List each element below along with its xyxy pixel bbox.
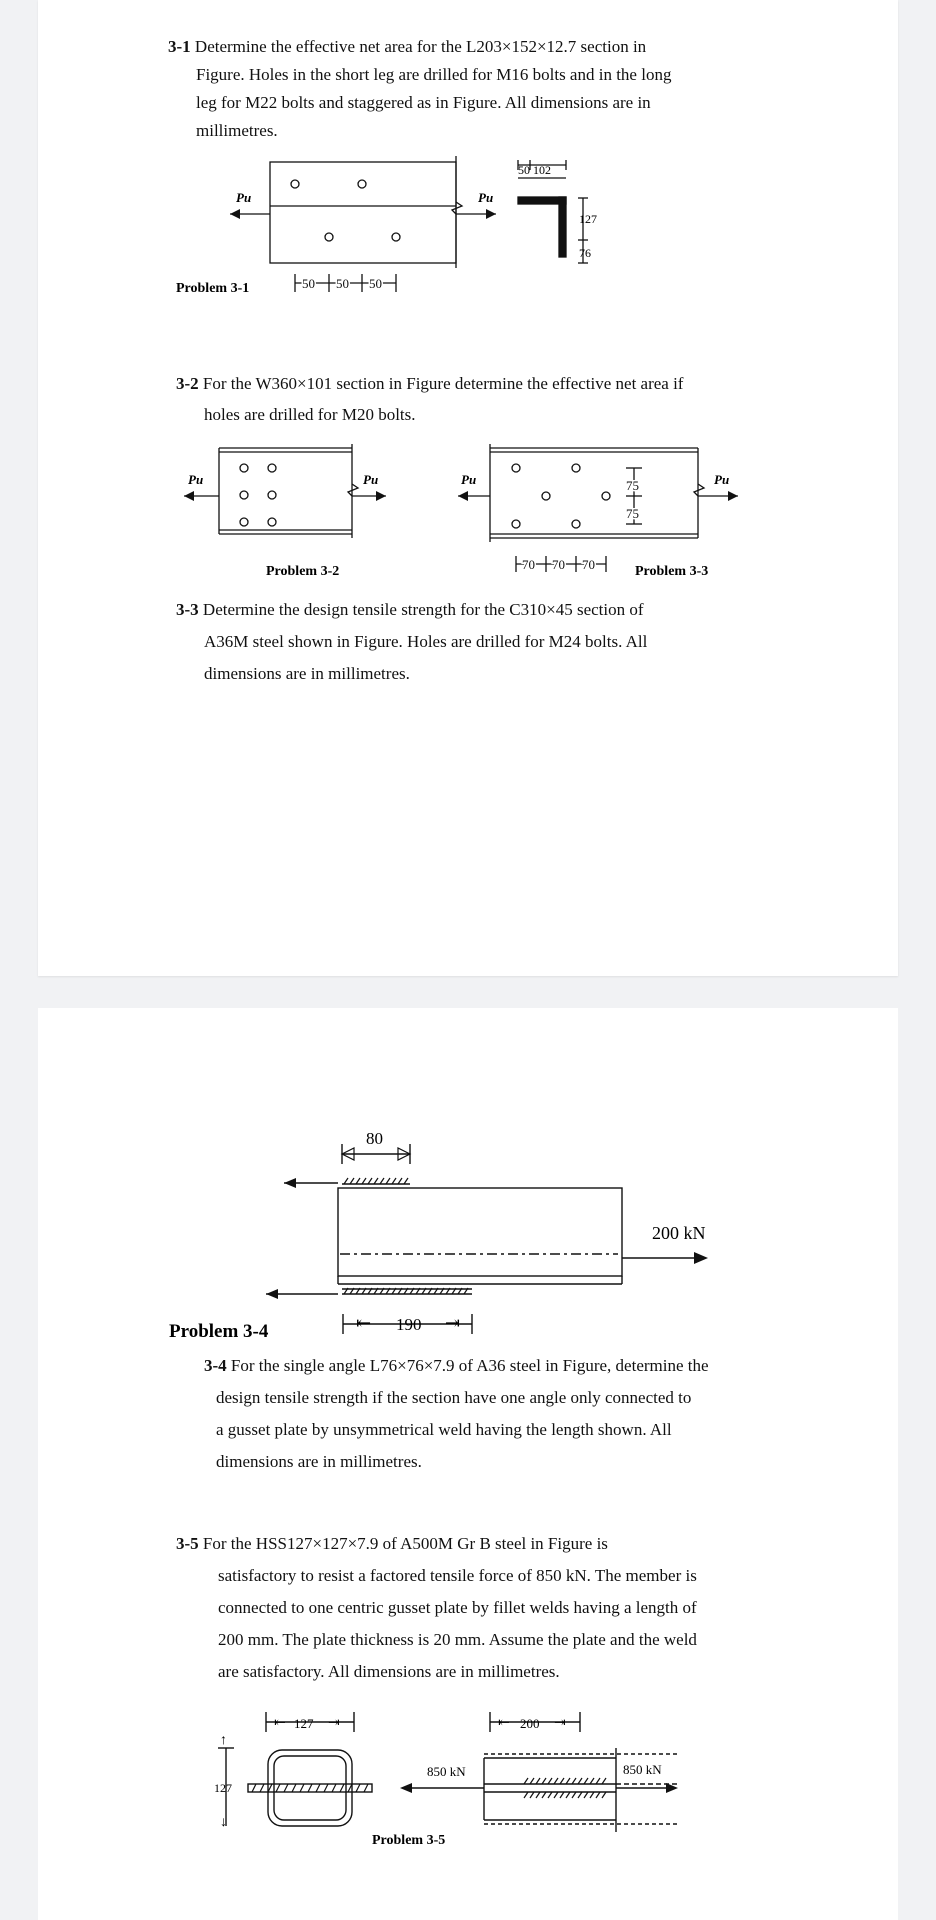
page-1 (38, 0, 898, 976)
text-line: A36M steel shown in Figure. Holes are drilled for M24 bolts. All (204, 632, 648, 651)
problem-number: 3-2 (176, 374, 199, 393)
load-label: Pu (188, 472, 204, 487)
text-line: For the W360×101 section in Figure determine the effective net area if (202, 374, 684, 393)
text-line: holes are drilled for M20 bolts. (204, 405, 416, 424)
text-line: Determine the effective net area for the L203×152×12.7 section in (194, 37, 647, 56)
figure-problem-3-2-3-3 (38, 440, 898, 590)
weld-arrow: ⇤ (356, 1313, 372, 1333)
text-line: leg for M22 bolts and staggered as in Figure. All dimensions are in (196, 93, 651, 112)
pitch-label: 50 (302, 276, 315, 291)
force-label: 850 kN (427, 1764, 466, 1779)
text-line: Figure. Holes in the short leg are drilled for M16 bolts and in the long (196, 65, 672, 84)
problem-3-1-text (168, 33, 778, 145)
figure-problem-3-4 (38, 1108, 898, 1348)
problem-3-3-text (176, 594, 786, 690)
weld-length-80: 80 (366, 1129, 383, 1148)
dim-arrow: ⇥ (328, 1716, 340, 1731)
load-label: Pu (363, 472, 379, 487)
pitch-label: 70 (582, 557, 595, 572)
dim-arrow: ⇤ (498, 1716, 510, 1731)
leg-dims: 50 102 (518, 163, 551, 177)
pitch-label: 70 (552, 557, 565, 572)
gauge-label: 75 (626, 478, 639, 493)
text-line: 200 mm. The plate thickness is 20 mm. Assume the plate and the weld (218, 1630, 697, 1649)
pitch-label: 70 (522, 557, 535, 572)
dim-arrow: ⇤ (274, 1716, 286, 1731)
figure-problem-3-5 (38, 1698, 898, 1858)
problem-3-5-text (176, 1528, 786, 1688)
figure-caption: Problem 3-5 (372, 1833, 446, 1848)
force-label: 200 kN (652, 1223, 706, 1243)
load-label: Pu (461, 472, 477, 487)
size-label: 127 (294, 1716, 314, 1731)
dim-76: 76 (579, 246, 591, 260)
size-label: 127 (214, 1781, 232, 1795)
pitch-label: 50 (369, 276, 382, 291)
text-line: a gusset plate by unsymmetrical weld having the length shown. All (216, 1420, 672, 1439)
text-line: are satisfactory. All dimensions are in millimetres. (218, 1662, 560, 1681)
figure-caption: Problem 3-4 (169, 1321, 269, 1342)
problem-number: 3-3 (176, 600, 199, 619)
text-line: Determine the design tensile strength for the C310×45 section of (202, 600, 644, 619)
load-label: Pu (714, 472, 730, 487)
figure-caption: Problem 3-3 (635, 564, 709, 579)
weld-length-label: 200 (520, 1716, 540, 1731)
text-line: dimensions are in millimetres. (216, 1452, 422, 1471)
problem-3-4-text (204, 1350, 814, 1478)
pitch-label: 50 (336, 276, 349, 291)
text-line: satisfactory to resist a factored tensile force of 850 kN. The member is (218, 1566, 697, 1585)
text-line: connected to one centric gusset plate by fillet welds having a length of (218, 1598, 697, 1617)
load-label: Pu (236, 190, 252, 205)
weld-length-190: 190 (396, 1315, 422, 1334)
problem-3-2-text (176, 368, 786, 430)
figure-caption: Problem 3-1 (176, 281, 250, 296)
force-label: 850 kN (623, 1762, 662, 1777)
problem-number: 3-1 (168, 37, 191, 56)
figure-problem-3-1 (38, 150, 898, 310)
dim-127: 127 (579, 212, 597, 226)
dim-arrow-up: ↑ (220, 1733, 227, 1748)
dim-arrow-down: ↓ (220, 1815, 227, 1830)
problem-number: 3-4 (204, 1356, 227, 1375)
text-line: design tensile strength if the section have one angle only connected to (216, 1388, 692, 1407)
text-line: For the HSS127×127×7.9 of A500M Gr B steel in Figure is (202, 1534, 608, 1553)
problem-number: 3-5 (176, 1534, 199, 1553)
dim-arrow: ⇥ (554, 1716, 566, 1731)
text-line: For the single angle L76×76×7.9 of A36 steel in Figure, determine the (230, 1356, 709, 1375)
weld-arrow: ⇥ (445, 1313, 461, 1333)
figure-caption: Problem 3-2 (266, 564, 340, 579)
text-line: millimetres. (196, 121, 278, 140)
gauge-label: 75 (626, 506, 639, 521)
page-2 (38, 1008, 898, 1920)
load-label: Pu (478, 190, 494, 205)
text-line: dimensions are in millimetres. (204, 664, 410, 683)
